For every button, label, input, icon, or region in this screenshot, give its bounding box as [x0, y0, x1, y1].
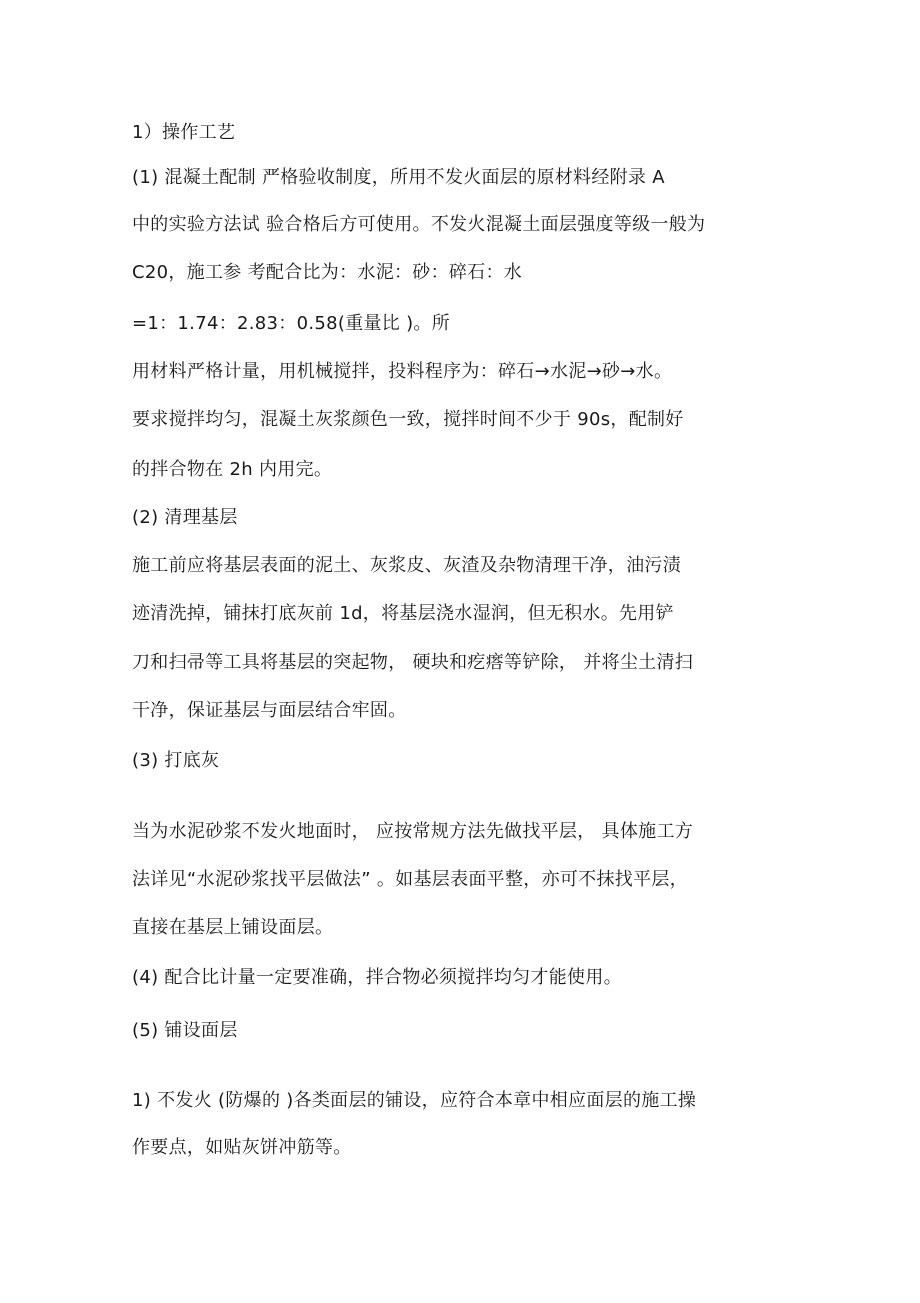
heading-lay-surface: (5) 铺设面层 [132, 1020, 238, 1041]
body-line-concrete-mix-2: 中的实验方法试 验合格后方可使用。不发火混凝土面层强度等级一般为 [132, 214, 706, 235]
body-line-concrete-mix-1: (1) 混凝土配制 严格验收制度，所用不发火面层的原材料经附录 A [132, 167, 665, 188]
body-line-concrete-mix-4: =1：1.74：2.83：0.58(重量比 )。所 [132, 313, 451, 334]
heading-base-coat: (3) 打底灰 [132, 750, 220, 771]
body-line-clean-base-4: 干净，保证基层与面层结合牢固。 [132, 700, 407, 721]
body-line-clean-base-1: 施工前应将基层表面的泥土、灰浆皮、灰渣及杂物清理干净，油污渍 [132, 555, 681, 576]
body-line-concrete-mix-7: 的拌合物在 2h 内用完。 [132, 459, 333, 480]
body-line-concrete-mix-6: 要求搅拌均匀，混凝土灰浆颜色一致，搅拌时间不少于 90s，配制好 [132, 409, 684, 430]
body-line-lay-surface-1: 1) 不发火 (防爆的 )各类面层的铺设，应符合本章中相应面层的施工操 [132, 1090, 697, 1111]
body-line-concrete-mix-3: C20，施工参 考配合比为：水泥：砂：碎石：水 [132, 262, 523, 283]
heading-clean-base: (2) 清理基层 [132, 507, 238, 528]
body-line-lay-surface-2: 作要点，如贴灰饼冲筋等。 [132, 1137, 352, 1158]
body-line-base-coat-3: 直接在基层上铺设面层。 [132, 917, 334, 938]
body-line-mix-ratio: (4) 配合比计量一定要准确，拌合物必须搅拌均匀才能使用。 [132, 967, 622, 988]
body-line-clean-base-2: 迹清洗掉，铺抹打底灰前 1d，将基层浇水湿润，但无积水。先用铲 [132, 603, 674, 624]
body-line-base-coat-1: 当为水泥砂浆不发火地面时， 应按常规方法先做找平层， 具体施工方 [132, 821, 694, 842]
body-line-clean-base-3: 刀和扫帚等工具将基层的突起物， 硬块和疙瘩等铲除， 并将尘土清扫 [132, 652, 694, 673]
body-line-base-coat-2: 法详见“水泥砂浆找平层做法” 。如基层表面平整，亦可不抹找平层， [132, 869, 688, 890]
heading-operation-process: 1）操作工艺 [132, 122, 236, 143]
body-line-concrete-mix-5: 用材料严格计量，用机械搅拌，投料程序为：碎石→水泥→砂→水。 [132, 361, 673, 382]
